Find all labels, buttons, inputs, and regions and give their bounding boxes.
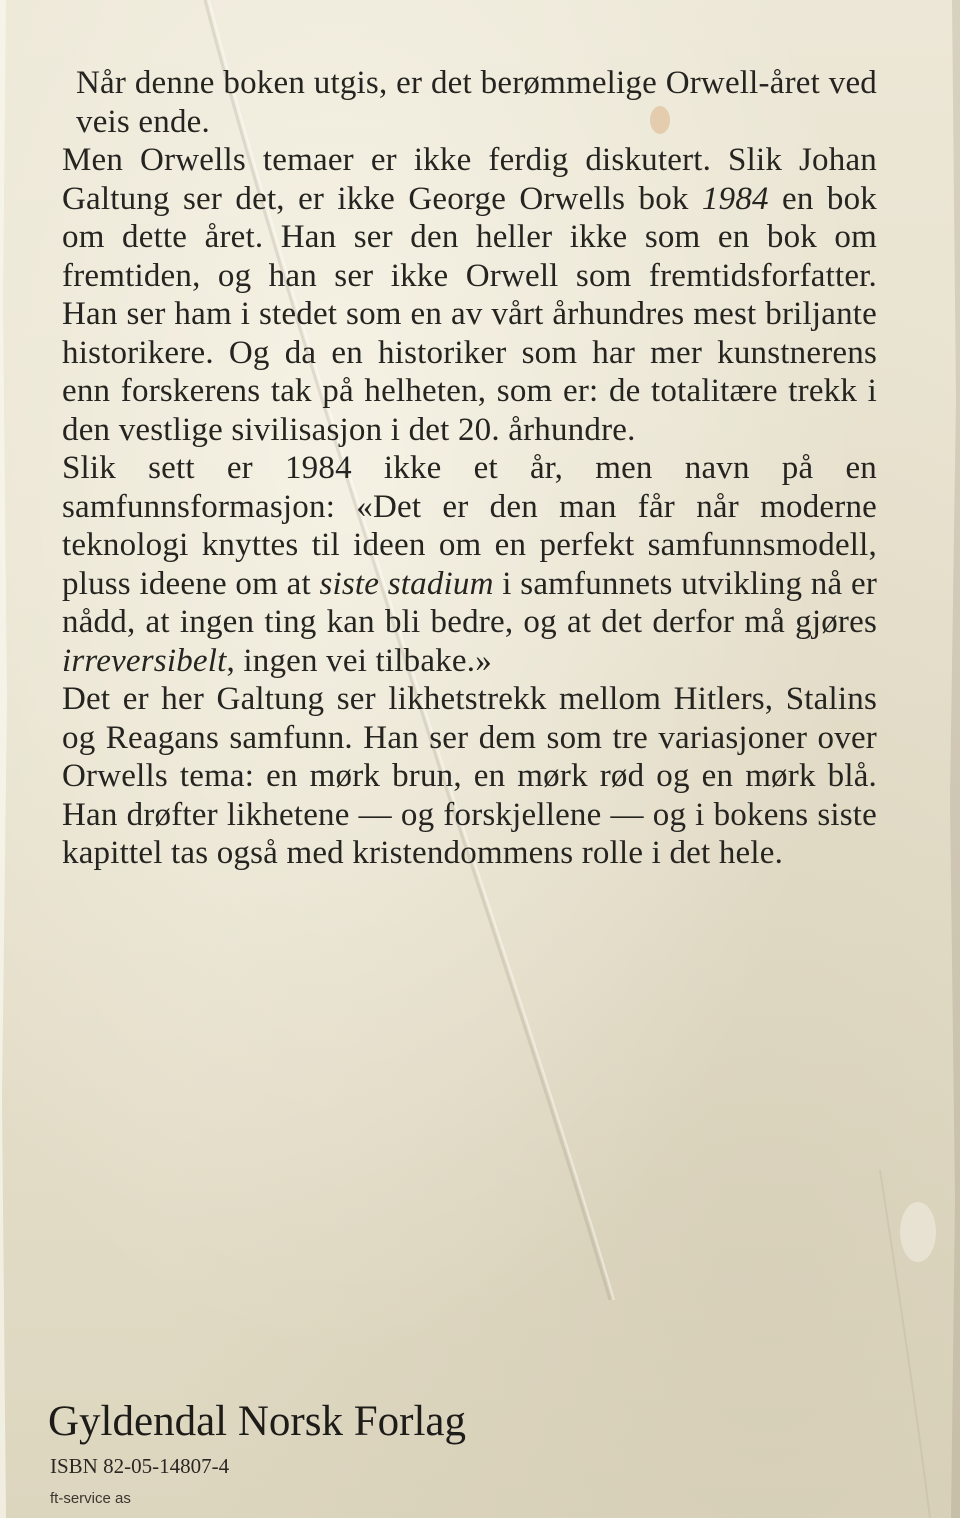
blurb-paragraph-3 (62, 449, 877, 680)
blurb-text: Men Orwells temaer er ikke ferdig diskutert. Slik Johan Galtung ser det, er ikke George Orwells bok (62, 142, 877, 217)
blurb-text: Slik sett er 1984 ikke et år, men navn på en samfunnsformasjon: «Det er den man får når moderne teknologi knyttes til ideen om en perfekt samfunnsmodell, pluss ideene om at (62, 450, 877, 602)
edge-wear-left (0, 0, 7, 1518)
publisher-name: Gyldendal Norsk Forlag (48, 1398, 466, 1445)
blurb-paragraph-4: Det er her Galtung ser likhetstrekk mellom Hitlers, Stalins og Reagans samfunn. Han ser dem som tre variasjoner over Orwells tema: en mørk brun, en mørk rød og en mørk blå. Han drøfter likhetene — og forskjellene — og i bokens siste kapittel tas også med kristendommens rolle i det hele. (62, 681, 877, 871)
emphasis-irreversibelt: irreversibelt (62, 642, 227, 679)
isbn-number: ISBN 82-05-14807-4 (50, 1454, 230, 1478)
emphasis-siste-stadium: siste stadium (319, 565, 494, 602)
back-cover-blurb (62, 64, 877, 873)
blurb-paragraph-1: Når denne boken utgis, er det berømmelige Orwell-året ved veis ende. (76, 65, 877, 140)
blurb-text: , ingen vei tilbake.» (226, 642, 492, 679)
edge-wear-right (950, 0, 960, 1518)
printer-credit: ft-service as (50, 1490, 131, 1507)
blurb-paragraph-2 (62, 141, 877, 449)
blurb-text: i samfunnets utvikling nå er nådd, at ingen ting kan bli bedre, og at det derfor må gjøres (62, 565, 878, 640)
paper-scuff-spot (900, 1202, 936, 1262)
blurb-text: en bok om dette året. Han ser den heller ikke som en bok om fremtiden, og han ser ikke Orwell som fremtidsforfatter. Han ser ham i stedet som en av vårt århundres mest briljante historikere. Og da en historiker som har mer kunstnerens enn forskerens tak på helheten, som er: de totalitære trekk i den vestlige sivilisasjon i det 20. århundre. (62, 180, 877, 448)
book-title-1984: 1984 (701, 180, 769, 217)
